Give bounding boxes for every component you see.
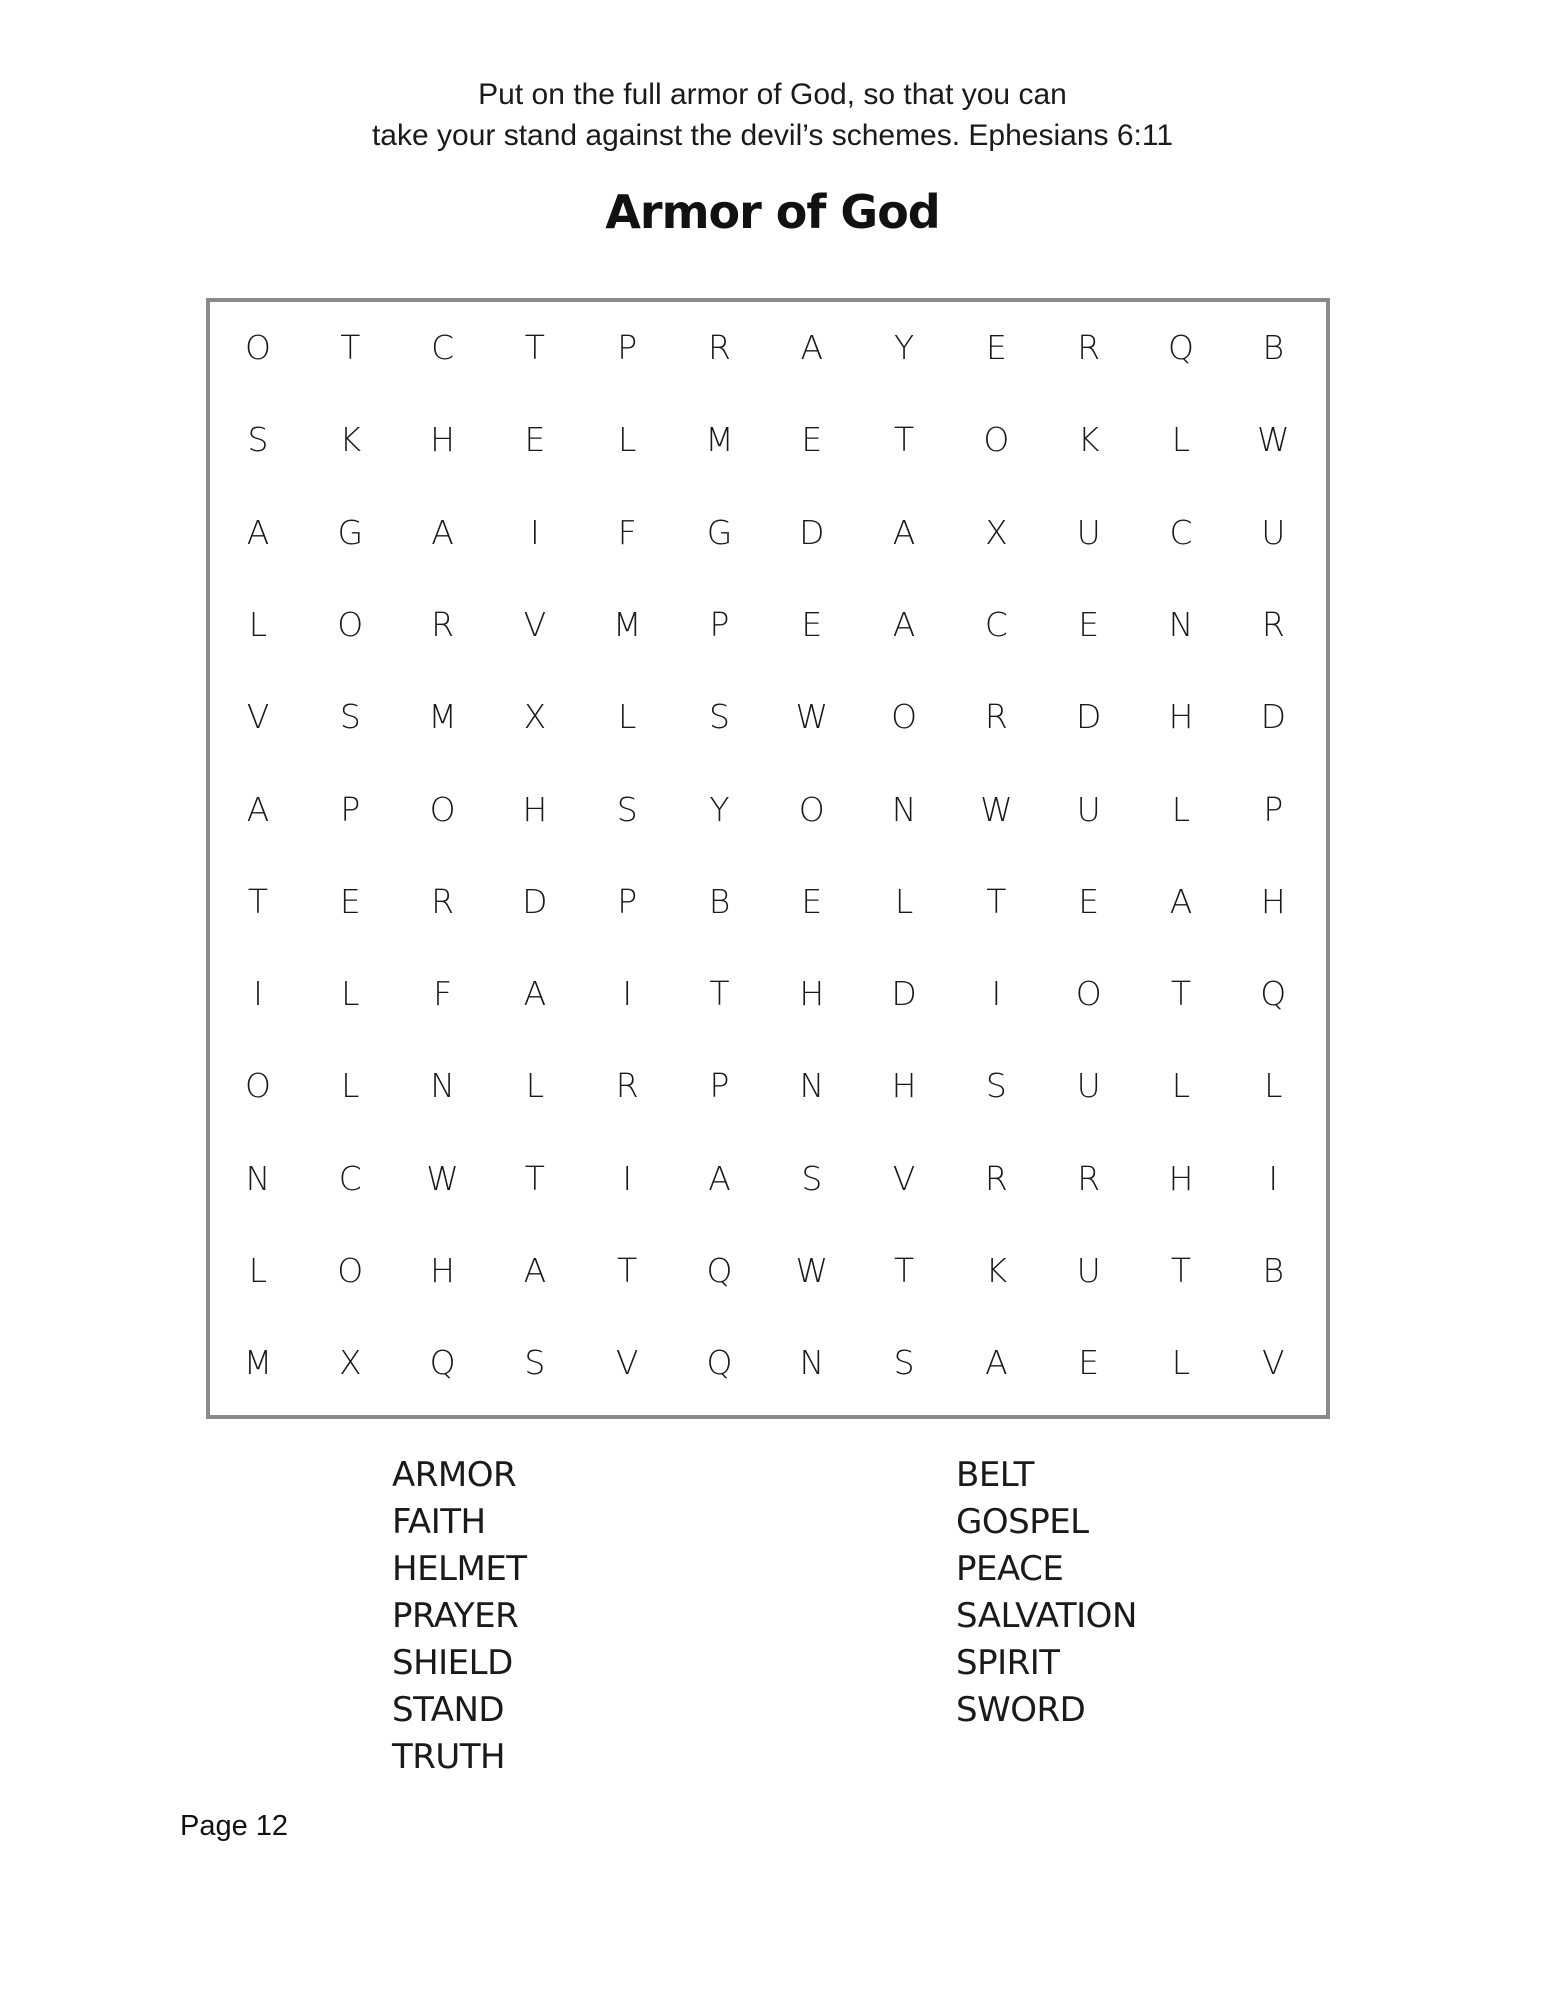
grid-cell[interactable]: C bbox=[1169, 512, 1193, 552]
grid-cell[interactable]: R bbox=[984, 697, 1008, 737]
grid-cell[interactable]: R bbox=[708, 328, 731, 367]
grid-cell[interactable]: P bbox=[709, 604, 730, 644]
grid-cell[interactable]: A bbox=[892, 512, 916, 552]
word-list-item: STAND bbox=[392, 1690, 505, 1730]
grid-cell[interactable]: N bbox=[799, 1343, 825, 1383]
word-list-item: GOSPEL bbox=[956, 1502, 1089, 1542]
grid-cell[interactable]: Q bbox=[1168, 328, 1194, 367]
grid-cell[interactable]: H bbox=[522, 789, 548, 829]
grid-cell[interactable]: L bbox=[1264, 1066, 1283, 1106]
grid-cell[interactable]: C bbox=[431, 328, 455, 367]
grid-cell[interactable]: I bbox=[991, 974, 1002, 1014]
grid-cell[interactable]: H bbox=[430, 420, 455, 460]
grid-cell[interactable]: N bbox=[891, 789, 917, 829]
grid-cell[interactable]: L bbox=[341, 974, 360, 1014]
grid-cell[interactable]: R bbox=[431, 881, 455, 921]
grid-cell[interactable]: Q bbox=[706, 1251, 733, 1290]
grid-cell[interactable]: W bbox=[795, 697, 829, 737]
grid-cell[interactable]: P bbox=[617, 881, 638, 921]
word-list-left bbox=[392, 1452, 527, 1781]
grid-cell[interactable]: D bbox=[1075, 697, 1102, 737]
grid-cell[interactable]: S bbox=[893, 1343, 915, 1383]
grid-cell[interactable]: R bbox=[615, 1066, 639, 1106]
grid-cell[interactable]: T bbox=[986, 881, 1007, 921]
grid-cell[interactable]: M bbox=[428, 697, 457, 737]
grid-cell[interactable]: L bbox=[525, 1066, 545, 1106]
grid-cell[interactable]: H bbox=[1168, 1158, 1194, 1198]
word-list-item: PRAYER bbox=[392, 1596, 519, 1636]
grid-cell[interactable]: S bbox=[709, 697, 730, 737]
grid-cell[interactable]: N bbox=[245, 1158, 271, 1198]
grid-cell[interactable]: Q bbox=[429, 1343, 456, 1383]
grid-cell[interactable]: N bbox=[799, 1066, 825, 1106]
grid-cell[interactable]: U bbox=[1076, 789, 1101, 829]
grid-cell[interactable]: A bbox=[246, 512, 270, 552]
grid-cell[interactable]: T bbox=[1170, 1251, 1192, 1290]
grid-cell[interactable]: E bbox=[801, 881, 823, 921]
word-list-item: PEACE bbox=[956, 1549, 1064, 1589]
grid-cell[interactable]: R bbox=[1261, 604, 1285, 644]
grid-cell[interactable]: L bbox=[1171, 1343, 1191, 1383]
grid-cell[interactable]: R bbox=[431, 604, 455, 644]
grid-cell[interactable]: P bbox=[617, 328, 638, 367]
grid-cell[interactable]: X bbox=[523, 697, 547, 737]
grid-cell[interactable]: E bbox=[801, 420, 823, 460]
grid-cell[interactable]: T bbox=[524, 328, 545, 367]
grid-cell[interactable]: N bbox=[1168, 604, 1194, 644]
grid-cell[interactable]: A bbox=[800, 328, 824, 367]
grid-cell[interactable]: A bbox=[1169, 881, 1193, 921]
grid-cell[interactable]: I bbox=[622, 974, 633, 1014]
grid-cell[interactable]: T bbox=[709, 974, 730, 1014]
grid-cell[interactable]: H bbox=[430, 1251, 455, 1290]
grid-cell[interactable]: M bbox=[612, 604, 642, 644]
grid-cell[interactable]: A bbox=[523, 974, 547, 1014]
grid-cell[interactable]: V bbox=[246, 697, 270, 737]
verse-text bbox=[0, 74, 1545, 156]
grid-cell[interactable]: O bbox=[1075, 974, 1102, 1014]
grid-cell[interactable]: I bbox=[622, 1158, 633, 1198]
grid-cell[interactable]: X bbox=[338, 1343, 362, 1383]
word-list-item: HELMET bbox=[392, 1549, 527, 1589]
grid-cell[interactable]: Q bbox=[1260, 974, 1287, 1014]
grid-cell[interactable]: E bbox=[1078, 881, 1100, 921]
grid-cell[interactable]: V bbox=[523, 604, 547, 644]
grid-cell[interactable]: B bbox=[1262, 1251, 1285, 1290]
grid-cell[interactable]: S bbox=[616, 789, 638, 829]
word-list-item: ARMOR bbox=[392, 1455, 517, 1495]
grid-cell[interactable]: S bbox=[985, 1066, 1007, 1106]
page-number: Page 12 bbox=[180, 1810, 289, 1842]
grid-cell[interactable]: E bbox=[1078, 604, 1100, 644]
grid-cell[interactable]: S bbox=[247, 420, 269, 460]
grid-cell[interactable]: T bbox=[894, 420, 915, 460]
word-list-item: TRUTH bbox=[392, 1737, 506, 1777]
grid-cell[interactable]: V bbox=[892, 1158, 916, 1198]
verse-line-1: Put on the full armor of God, so that you can bbox=[478, 78, 1067, 111]
grid-cell[interactable]: S bbox=[801, 1158, 823, 1198]
grid-cell[interactable]: R bbox=[984, 1158, 1008, 1198]
grid-cell[interactable]: E bbox=[801, 604, 823, 644]
grid-cell[interactable]: P bbox=[1263, 789, 1284, 829]
grid-cell[interactable]: T bbox=[247, 881, 269, 921]
grid-cell[interactable]: A bbox=[246, 789, 270, 829]
grid-cell[interactable]: L bbox=[341, 1066, 360, 1106]
grid-cell[interactable]: T bbox=[340, 328, 361, 367]
grid-cell[interactable]: O bbox=[337, 604, 364, 644]
grid-cell[interactable]: E bbox=[524, 420, 546, 460]
grid-cell[interactable]: U bbox=[1076, 1251, 1101, 1290]
grid-cell[interactable]: X bbox=[985, 512, 1008, 552]
grid-cell[interactable]: W bbox=[1256, 420, 1290, 460]
grid-cell[interactable]: K bbox=[985, 1251, 1008, 1290]
word-list-item: SPIRIT bbox=[956, 1643, 1060, 1683]
grid-cell[interactable]: A bbox=[892, 604, 916, 644]
grid-cell[interactable]: L bbox=[617, 420, 637, 460]
grid-cell[interactable]: Q bbox=[706, 1343, 733, 1383]
grid-cell[interactable]: V bbox=[1262, 1343, 1285, 1383]
grid-cell[interactable]: F bbox=[433, 974, 453, 1014]
grid-cell[interactable]: L bbox=[894, 881, 914, 921]
word-list-item: SALVATION bbox=[956, 1596, 1137, 1636]
page-title: Armor of God bbox=[605, 185, 940, 239]
grid-cell[interactable]: Y bbox=[709, 789, 730, 829]
grid-cell[interactable]: H bbox=[1260, 881, 1286, 921]
grid-cell[interactable]: S bbox=[524, 1343, 546, 1383]
grid-cell[interactable]: O bbox=[429, 789, 456, 829]
grid-cell[interactable]: A bbox=[985, 1343, 1008, 1383]
grid-cell[interactable]: K bbox=[339, 420, 362, 460]
grid-cell[interactable]: L bbox=[617, 697, 637, 737]
grid-cell[interactable]: L bbox=[1171, 789, 1191, 829]
grid-cell[interactable]: T bbox=[524, 1158, 545, 1198]
grid-cell[interactable]: T bbox=[617, 1251, 638, 1290]
grid-cell[interactable]: H bbox=[799, 974, 825, 1014]
word-list-item: FAITH bbox=[392, 1502, 486, 1542]
grid-cell[interactable]: D bbox=[1260, 697, 1286, 737]
grid-cell[interactable]: W bbox=[795, 1251, 829, 1290]
grid-cell[interactable]: U bbox=[1261, 512, 1286, 552]
grid-cell[interactable]: L bbox=[1171, 420, 1191, 460]
grid-cell[interactable]: L bbox=[248, 604, 268, 644]
grid-cell[interactable]: C bbox=[338, 1158, 362, 1198]
grid-cell[interactable]: K bbox=[1077, 420, 1100, 460]
verse-line-2: take your stand against the devil’s schemes. Ephesians 6:11 bbox=[371, 119, 1174, 152]
grid-cell[interactable]: O bbox=[983, 420, 1010, 460]
grid-cell[interactable]: D bbox=[891, 974, 917, 1014]
grid-cell[interactable]: G bbox=[337, 512, 364, 552]
grid-cell[interactable]: W bbox=[980, 789, 1013, 829]
grid-cell[interactable]: N bbox=[430, 1066, 455, 1106]
grid-cell[interactable]: H bbox=[891, 1066, 917, 1106]
grid-cell[interactable]: I bbox=[1268, 1158, 1279, 1198]
grid-cell[interactable]: I bbox=[253, 974, 263, 1014]
grid-cell[interactable]: A bbox=[431, 512, 454, 552]
grid-cell[interactable]: R bbox=[1077, 328, 1101, 367]
grid-cell[interactable]: S bbox=[339, 697, 361, 737]
grid-cell[interactable]: E bbox=[985, 328, 1007, 367]
grid-cell[interactable]: T bbox=[894, 1251, 915, 1290]
word-list-item: SWORD bbox=[956, 1690, 1086, 1730]
grid-cell[interactable]: E bbox=[1078, 1343, 1100, 1383]
grid-cell[interactable]: L bbox=[1171, 1066, 1191, 1106]
grid-cell[interactable]: P bbox=[340, 789, 361, 829]
grid-cell[interactable]: F bbox=[617, 512, 637, 552]
grid-cell[interactable]: U bbox=[1076, 1066, 1101, 1106]
grid-cell[interactable]: D bbox=[799, 512, 825, 552]
grid-cell[interactable]: O bbox=[245, 328, 271, 367]
grid-cell[interactable]: L bbox=[248, 1251, 268, 1290]
word-list-item: BELT bbox=[956, 1455, 1034, 1495]
grid-cell[interactable]: V bbox=[615, 1343, 639, 1383]
grid-cell[interactable]: M bbox=[243, 1343, 273, 1383]
word-list-right bbox=[956, 1452, 1137, 1734]
grid-cell[interactable]: A bbox=[708, 1158, 731, 1198]
grid-cell[interactable]: D bbox=[522, 881, 548, 921]
grid-cell[interactable]: C bbox=[984, 604, 1008, 644]
grid-cell[interactable]: W bbox=[426, 1158, 459, 1198]
word-search-grid bbox=[206, 298, 1330, 1419]
grid-cell[interactable]: R bbox=[1077, 1158, 1101, 1198]
word-list-item: SHIELD bbox=[392, 1643, 513, 1683]
grid-cell[interactable]: Y bbox=[894, 328, 915, 367]
grid-cell[interactable]: O bbox=[891, 697, 918, 737]
grid-cell[interactable]: E bbox=[339, 881, 361, 921]
grid-cell[interactable]: M bbox=[705, 420, 734, 460]
grid-cell[interactable]: G bbox=[706, 512, 733, 552]
grid-cell[interactable]: B bbox=[1262, 328, 1285, 367]
grid-cell[interactable]: O bbox=[337, 1251, 364, 1290]
grid-cell[interactable]: H bbox=[1168, 697, 1194, 737]
grid-cell[interactable]: T bbox=[1170, 974, 1192, 1014]
grid-cell[interactable]: A bbox=[523, 1251, 547, 1290]
grid-cell[interactable]: P bbox=[709, 1066, 730, 1106]
grid-cell[interactable]: U bbox=[1076, 512, 1101, 552]
grid-cell[interactable]: O bbox=[798, 789, 825, 829]
grid-cell[interactable]: O bbox=[245, 1066, 271, 1106]
grid-cell[interactable]: B bbox=[708, 881, 731, 921]
grid-cell[interactable]: I bbox=[530, 512, 540, 552]
